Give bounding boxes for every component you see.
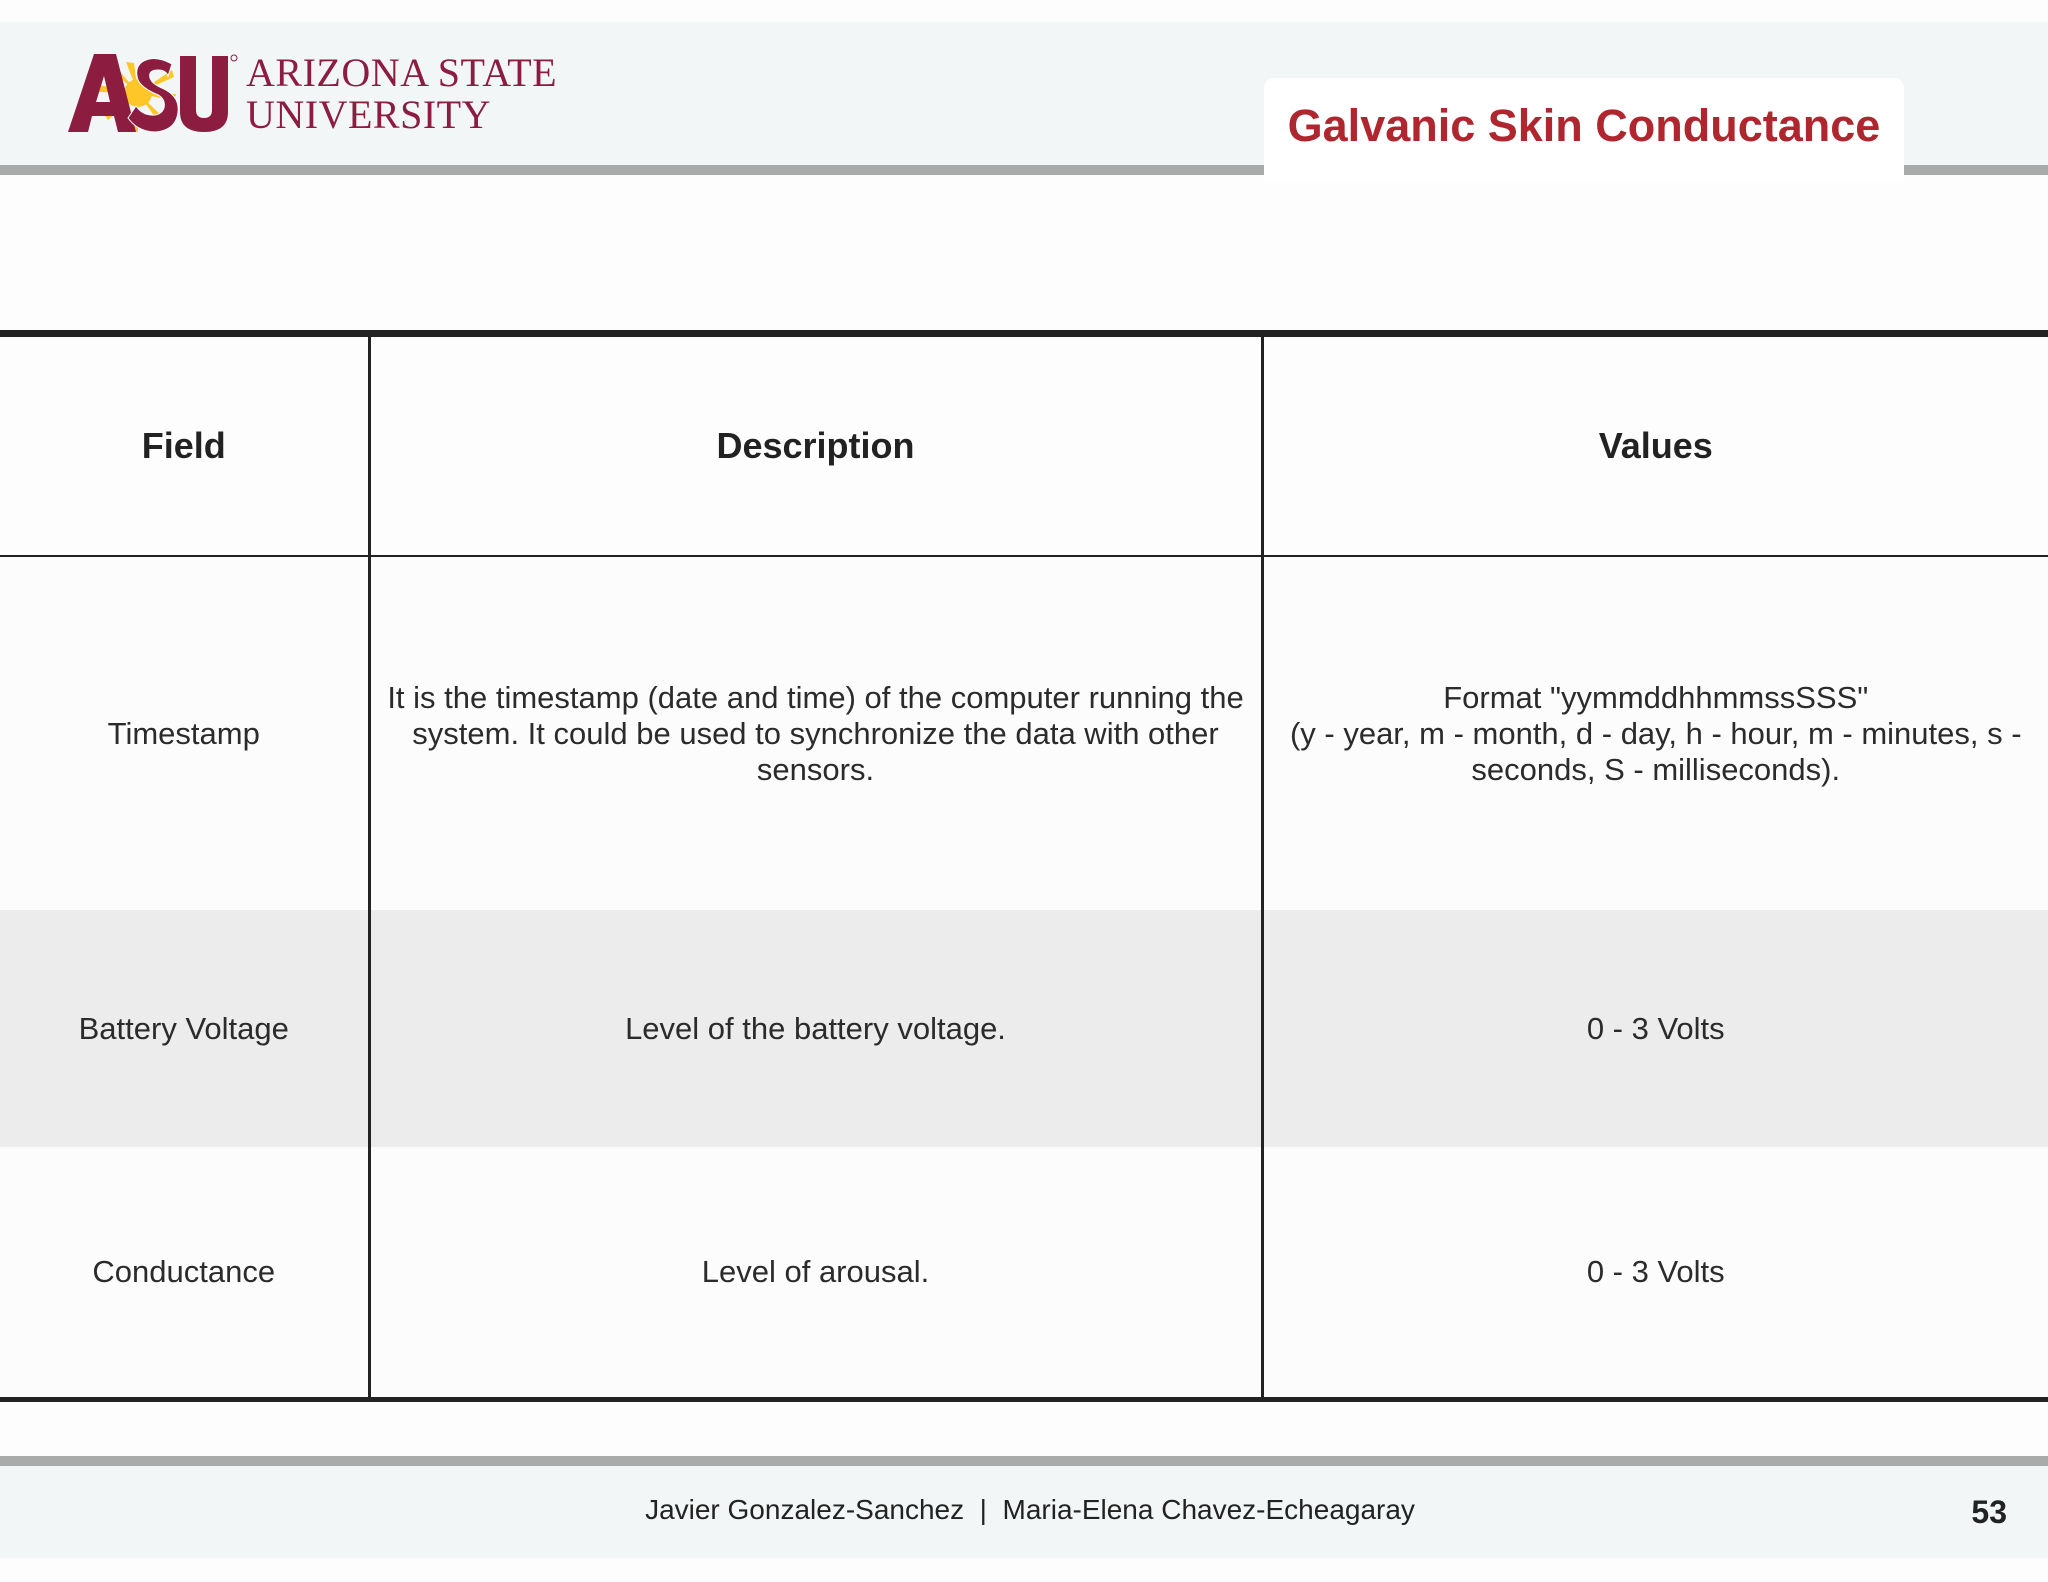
- footer-divider: [0, 1456, 2048, 1466]
- cell-values: Format "yymmddhhmmssSSS" (y - year, m - month, d - day, h - hour, m - minutes, s - seconds, S - milliseconds).: [1262, 556, 2048, 910]
- title-tab: [1264, 78, 1904, 182]
- logo-line-1: ARIZONA STATE: [246, 50, 558, 95]
- footer-authors: Javier Gonzalez-Sanchez | Maria-Elena Chavez-Echeagaray: [645, 1494, 1415, 1525]
- cell-description: Level of arousal.: [369, 1147, 1262, 1400]
- asu-logo: [68, 50, 558, 137]
- page-number: 53: [1971, 1494, 2007, 1530]
- university-name: [246, 52, 557, 136]
- table-row: [0, 1147, 2048, 1400]
- table-header-row: [0, 334, 2048, 557]
- cell-field: Conductance: [0, 1147, 369, 1400]
- asu-sunburst-logo-icon: [68, 52, 240, 134]
- cell-values: 0 - 3 Volts: [1262, 1147, 2048, 1400]
- cell-field: Battery Voltage: [0, 910, 369, 1147]
- cell-description: It is the timestamp (date and time) of the computer running the system. It could be used to synchronize the data with other sensors.: [369, 556, 1262, 910]
- field-table: [0, 330, 2048, 1402]
- column-header-description: Description: [369, 334, 1262, 557]
- slide-title: Galvanic Skin Conductance: [1287, 100, 1881, 151]
- cell-description: Level of the battery voltage.: [369, 910, 1262, 1147]
- table-row: [0, 556, 2048, 910]
- cell-values: 0 - 3 Volts: [1262, 910, 2048, 1147]
- logo-line-2: UNIVERSITY: [246, 92, 491, 137]
- column-header-values: Values: [1262, 334, 2048, 557]
- column-header-field: Field: [0, 334, 369, 557]
- cell-field: Timestamp: [0, 556, 369, 910]
- table-row: [0, 910, 2048, 1147]
